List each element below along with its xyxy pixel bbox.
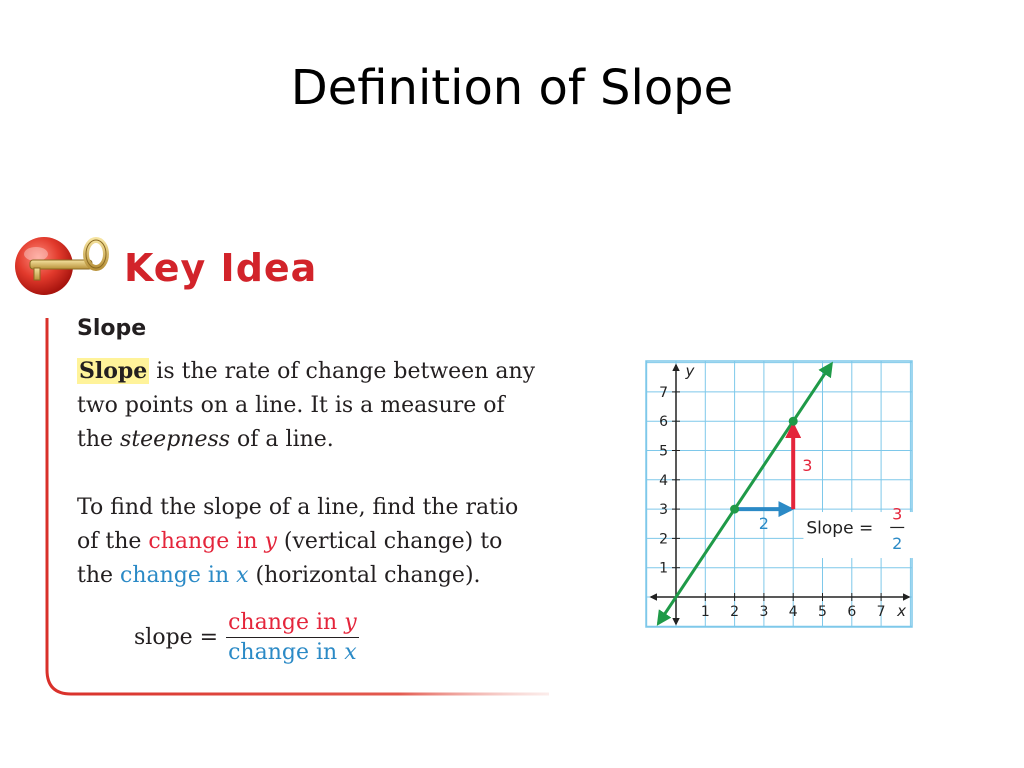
key-idea-title: Key Idea (124, 246, 318, 290)
line-point (789, 417, 798, 426)
x-tick-label: 1 (700, 604, 710, 620)
y-tick-label: 1 (659, 560, 668, 577)
change-in-text: change in (148, 529, 265, 554)
y-tick-label: 7 (659, 384, 668, 401)
formula-numerator (226, 610, 359, 638)
denominator-variable: x (344, 640, 357, 665)
emphasis: steepness (120, 427, 231, 452)
slope-annotation-text: Slope = (806, 518, 874, 539)
formula-lhs: slope = (134, 625, 219, 650)
x-tick-label: 5 (818, 604, 827, 620)
x-tick-label: 3 (759, 604, 769, 620)
y-tick-label: 2 (659, 531, 668, 548)
x-axis-label: x (897, 602, 907, 620)
method-line: To find the slope of a line, find the ratio (77, 495, 519, 520)
formula-fraction (226, 610, 359, 665)
y-tick-label: 3 (659, 502, 668, 519)
slope-annotation-denominator: 2 (892, 534, 903, 554)
rise-label: 3 (802, 456, 813, 476)
change-in-x-text (120, 563, 249, 588)
method-paragraph (77, 491, 518, 593)
numerator-text: change in (228, 610, 345, 635)
run-label: 2 (758, 514, 769, 534)
variable-y: y (264, 529, 277, 554)
slope-graph (645, 360, 913, 628)
numerator-variable: y (344, 610, 357, 635)
change-in-text: change in (120, 563, 237, 588)
y-tick-label: 6 (659, 414, 668, 431)
method-line: (horizontal change). (248, 563, 481, 588)
denominator-text: change in (228, 640, 345, 665)
change-in-y-text (148, 529, 277, 554)
definition-line: is the rate of change between any (149, 359, 536, 384)
slide-title: Definition of Slope (290, 60, 734, 116)
x-tick-label: 2 (730, 604, 740, 620)
definition-line: of a line. (230, 427, 334, 452)
variable-x: x (236, 563, 249, 588)
y-tick-label: 5 (659, 443, 668, 460)
method-line: (vertical change) to (276, 529, 503, 554)
line-point (730, 505, 739, 514)
x-tick-label: 7 (876, 604, 886, 620)
y-tick-label: 4 (659, 472, 668, 489)
definition-line: two points on a line. It is a measure of (77, 393, 505, 418)
x-tick-label: 6 (847, 604, 857, 620)
slope-annotation-numerator: 3 (892, 504, 903, 524)
method-line: of the (77, 529, 149, 554)
key-icon (12, 232, 120, 298)
highlighted-term: Slope (79, 358, 148, 384)
method-line: the (77, 563, 121, 588)
graph-border (646, 361, 912, 627)
section-heading: Slope (77, 316, 147, 341)
y-axis-label: y (685, 362, 695, 380)
definition-paragraph (77, 354, 535, 457)
formula-denominator (228, 638, 357, 665)
definition-line: the (77, 427, 121, 452)
x-tick-label: 4 (788, 604, 798, 620)
slope-formula (134, 610, 359, 665)
